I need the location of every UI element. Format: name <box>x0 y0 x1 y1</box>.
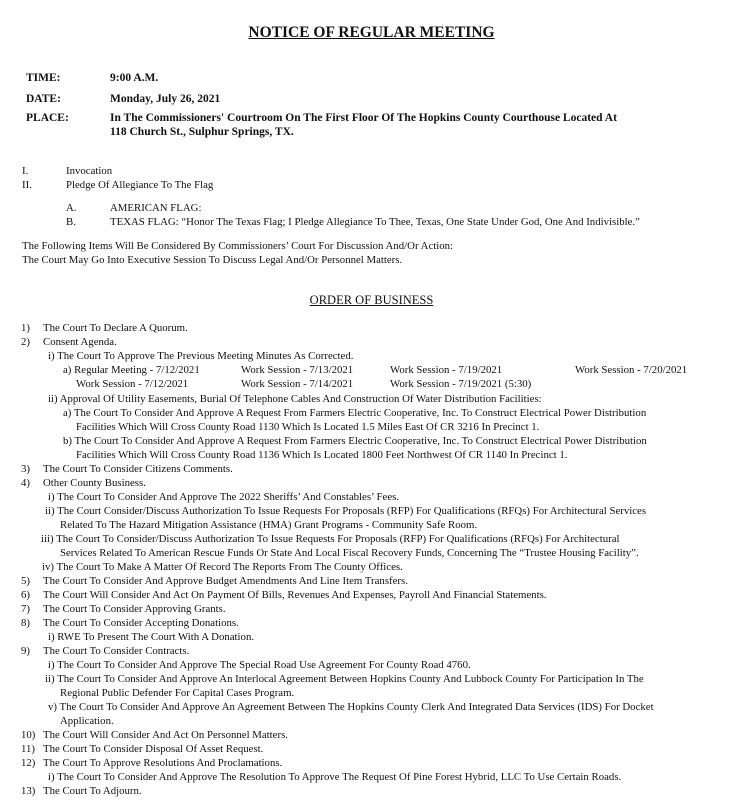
item-number: 8) <box>21 617 30 629</box>
easement-b-line-2: Facilities Which Will Cross County Road 1136 Which Is Located 1800 Feet Northwest Of CR 1140 In Precinct 1. <box>76 449 568 461</box>
date-label: DATE: <box>26 93 61 105</box>
easement-b-line-1: b) The Court To Consider And Approve A Request From Farmers Electric Cooperative, Inc. To Construct Electrical Power Distribution <box>63 435 647 447</box>
time-value: 9:00 A.M. <box>110 72 159 84</box>
agenda-item-citizens-comments: The Court To Consider Citizens Comments. <box>43 463 233 475</box>
item-number: 1) <box>21 322 30 334</box>
order-of-business-heading: ORDER OF BUSINESS <box>309 293 434 307</box>
opening-pledge: Pledge Of Allegiance To The Flag <box>66 179 214 191</box>
minutes-ws-7-19-530: Work Session - 7/19/2021 (5:30) <box>390 378 532 390</box>
item-number: 12) <box>21 757 36 769</box>
sub-item-reports: iv) The Court To Make A Matter Of Record The Reports From The County Offices. <box>42 561 403 573</box>
item-number: 2) <box>21 336 30 348</box>
easement-a-line-2: Facilities Which Will Cross County Road 1130 Which Is Located 1.5 Miles East Of CR 3216 In Precinct 1. <box>76 421 540 433</box>
page-title: NOTICE OF REGULAR MEETING <box>248 24 495 41</box>
sub-item-rfp-hma-line-2: Related To The Hazard Mitigation Assistance (HMA) Grant Programs - Community Safe Room. <box>60 519 478 531</box>
flag-b-number: B. <box>66 216 76 228</box>
sub-item-fees: i) The Court To Consider And Approve The 2022 Sheriffs’ And Constables’ Fees. <box>48 491 400 503</box>
american-flag: AMERICAN FLAG: <box>110 202 202 214</box>
minutes-ws-7-14: Work Session - 7/14/2021 <box>241 378 354 390</box>
agenda-item-quorum: The Court To Declare A Quorum. <box>43 322 188 334</box>
minutes-ws-7-12: Work Session - 7/12/2021 <box>76 378 189 390</box>
place-line-2: 118 Church St., Sulphur Springs, TX. <box>110 126 294 138</box>
agenda-item-adjourn: The Court To Adjourn. <box>43 785 142 797</box>
sub-item-road-use: i) The Court To Consider And Approve The Special Road Use Agreement For County Road 4760. <box>48 659 471 671</box>
agenda-item-budget: The Court To Consider And Approve Budget Amendments And Line Item Transfers. <box>43 575 408 587</box>
sub-item-rwe-donation: i) RWE To Present The Court With A Donation. <box>48 631 255 643</box>
minutes-ws-7-13: Work Session - 7/13/2021 <box>241 364 354 376</box>
agenda-item-asset-disposal: The Court To Consider Disposal Of Asset Request. <box>43 743 264 755</box>
agenda-item-bills: The Court Will Consider And Act On Payment Of Bills, Revenues And Expenses, Payroll And Financial Statements. <box>43 589 547 601</box>
sub-item-ids-line-2: Application. <box>60 715 114 727</box>
item-number: 13) <box>21 785 36 797</box>
agenda-item-other-business: Other County Business. <box>43 477 146 489</box>
notice-line-1: The Following Items Will Be Considered By Commissioners’ Court For Discussion And/Or Action: <box>22 240 454 252</box>
item-number: 7) <box>21 603 30 615</box>
item-number: 11) <box>21 743 35 755</box>
item-number: 5) <box>21 575 30 587</box>
place-label: PLACE: <box>26 112 69 124</box>
agenda-item-consent: Consent Agenda. <box>43 336 117 348</box>
minutes-ws-7-19: Work Session - 7/19/2021 <box>390 364 503 376</box>
opening-i-number: I. <box>22 165 29 177</box>
opening-ii-number: II. <box>22 179 32 191</box>
agenda-item-grants: The Court To Consider Approving Grants. <box>43 603 226 615</box>
sub-item-easements: ii) Approval Of Utility Easements, Burial Of Telephone Cables And Construction Of Water Distribution Facilities: <box>48 393 542 405</box>
item-number: 6) <box>21 589 30 601</box>
item-number: 3) <box>21 463 30 475</box>
sub-item-rfp-arpa-line-1: iii) The Court To Consider/Discuss Authorization To Issue Requests For Proposals (RFP) For Qualifications (RFQs) For Architectural <box>41 533 620 545</box>
place-line-1: In The Commissioners' Courtroom On The First Floor Of The Hopkins County Courthouse Located At <box>110 112 617 124</box>
date-value: Monday, July 26, 2021 <box>110 93 221 105</box>
opening-invocation: Invocation <box>66 165 113 177</box>
minutes-ws-7-20: Work Session - 7/20/2021 <box>575 364 688 376</box>
texas-flag-pledge: TEXAS FLAG: “Honor The Texas Flag; I Pledge Allegiance To Thee, Texas, One State Under God, One And Indivisible.” <box>110 216 640 228</box>
sub-item-interlocal-line-2: Regional Public Defender For Capital Cases Program. <box>60 687 295 699</box>
agenda-item-personnel: The Court Will Consider And Act On Personnel Matters. <box>43 729 288 741</box>
sub-item-minutes: i) The Court To Approve The Previous Meeting Minutes As Corrected. <box>48 350 354 362</box>
sub-item-rfp-hma-line-1: ii) The Court Consider/Discuss Authorization To Issue Requests For Proposals (RFP) For Qualifications (RFQs) For Architectural Services <box>45 505 647 517</box>
time-label: TIME: <box>26 72 61 84</box>
item-number: 4) <box>21 477 30 489</box>
notice-line-2: The Court May Go Into Executive Session To Discuss Legal And/Or Personnel Matters. <box>22 254 403 266</box>
sub-item-interlocal-line-1: ii) The Court To Consider And Approve An Interlocal Agreement Between Hopkins County And Lubbock County For Participation In The <box>45 673 644 685</box>
sub-item-rfp-arpa-line-2: Services Related To American Rescue Funds Or State And Local Fiscal Recovery Funds, Concerning The “Trustee Housing Facility”. <box>60 547 639 559</box>
sub-item-pine-forest: i) The Court To Consider And Approve The Resolution To Approve The Request Of Pine Forest Hybrid, LLC To Use Certain Roads. <box>48 771 622 783</box>
flag-a-number: A. <box>66 202 77 214</box>
agenda-item-contracts: The Court To Consider Contracts. <box>43 645 190 657</box>
sub-item-ids-line-1: v) The Court To Consider And Approve An Agreement Between The Hopkins County Clerk And Integrated Data Services (IDS) For Docket <box>48 701 654 713</box>
item-number: 10) <box>21 729 36 741</box>
easement-a-line-1: a) The Court To Consider And Approve A Request From Farmers Electric Cooperative, Inc. To Construct Electrical Power Distribution <box>63 407 647 419</box>
item-number: 9) <box>21 645 30 657</box>
minutes-regular-7-12: a) Regular Meeting - 7/12/2021 <box>63 364 200 376</box>
agenda-item-resolutions: The Court To Approve Resolutions And Proclamations. <box>43 757 283 769</box>
agenda-item-donations: The Court To Consider Accepting Donations. <box>43 617 239 629</box>
